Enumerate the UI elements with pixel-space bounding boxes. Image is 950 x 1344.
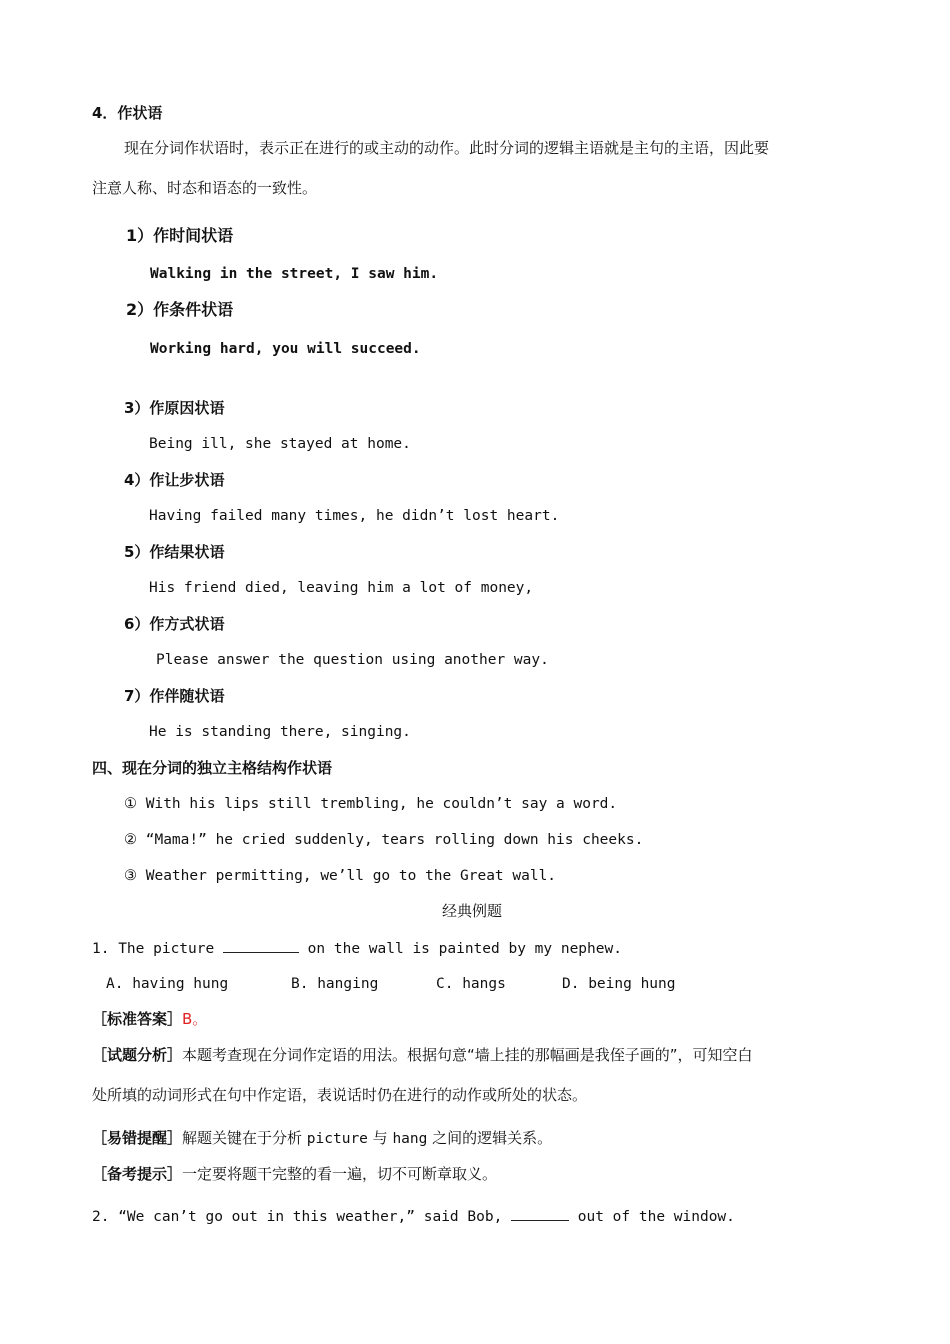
analysis-tag: ［试题分析］ <box>92 1046 183 1064</box>
item-example: Walking in the street, I saw him. <box>150 266 439 282</box>
question-text: out of the window. <box>569 1209 735 1225</box>
tip-text: 与 <box>367 1129 393 1147</box>
intro-text: 现在分词作状语时，表示正在进行的或主动的动作。此时分词的逻辑主语就是主句的主语，因此要 <box>124 139 770 157</box>
item-label: 1）作时间状语 <box>126 226 234 245</box>
item-example: Having failed many times, he didn’t lost heart. <box>149 508 560 524</box>
answer-tag: ［标准答案］ <box>92 1010 183 1028</box>
option-d: D. being hung <box>562 976 676 992</box>
examples-title: 经典例题 <box>442 902 503 920</box>
absolute-example: ① With his lips still trembling, he couldn’t say a word. <box>124 796 618 812</box>
answer-blank <box>223 938 299 953</box>
tip-word: hang <box>392 1131 428 1147</box>
section-heading: 4．作状语 <box>92 104 163 122</box>
item-label: 5）作结果状语 <box>124 543 225 561</box>
prep-tag: ［备考提示］ <box>92 1165 183 1183</box>
question-text: on the wall is painted by my nephew. <box>298 941 622 957</box>
item-label: 6）作方式状语 <box>124 615 225 633</box>
item-label: 7）作伴随状语 <box>124 687 225 705</box>
item-example: Working hard, you will succeed. <box>150 341 421 357</box>
item-example: His friend died, leaving him a lot of money, <box>149 580 534 596</box>
option-a: A. having hung <box>106 976 229 992</box>
question-2 <box>92 1206 735 1227</box>
tip-tag: ［易错提醒］ <box>92 1129 183 1147</box>
option-b: B. hanging <box>291 976 379 992</box>
option-c: C. hangs <box>436 976 506 992</box>
analysis-text: 处所填的动词形式在句中作定语，表说话时仍在进行的动作或所处的状态。 <box>92 1086 588 1104</box>
prep-line <box>92 1164 497 1184</box>
analysis-line <box>92 1045 753 1065</box>
item-label: 3）作原因状语 <box>124 399 225 417</box>
item-example: Being ill, she stayed at home. <box>149 436 411 452</box>
item-example: Please answer the question using another way. <box>156 652 549 668</box>
question-1 <box>92 938 622 959</box>
item-example: He is standing there, singing. <box>149 724 411 740</box>
answer-value: B。 <box>182 1010 208 1028</box>
answer-blank <box>511 1206 569 1221</box>
tip-line <box>92 1128 552 1149</box>
section-heading: 四、现在分词的独立主格结构作状语 <box>92 759 333 777</box>
item-label: 4）作让步状语 <box>124 471 225 489</box>
analysis-text: 本题考查现在分词作定语的用法。根据句意“墙上挂的那幅画是我侄子画的”，可知空白 <box>182 1046 753 1064</box>
absolute-example: ② “Mama!” he cried suddenly, tears rolling down his cheeks. <box>124 832 644 848</box>
question-1-options <box>0 974 950 994</box>
question-text: 1. The picture <box>92 941 223 957</box>
prep-text: 一定要将题干完整的看一遍，切不可断章取义。 <box>182 1165 498 1183</box>
answer-line <box>92 1009 207 1029</box>
tip-text: 解题关键在于分析 <box>182 1129 307 1147</box>
tip-word: picture <box>306 1131 368 1147</box>
item-label: 2）作条件状语 <box>126 300 234 319</box>
question-text: 2. “We can’t go out in this weather,” said Bob, <box>92 1209 512 1225</box>
tip-text: 之间的逻辑关系。 <box>427 1129 553 1147</box>
absolute-example: ③ Weather permitting, we’ll go to the Great wall. <box>124 868 557 884</box>
intro-text: 注意人称、时态和语态的一致性。 <box>92 179 318 197</box>
